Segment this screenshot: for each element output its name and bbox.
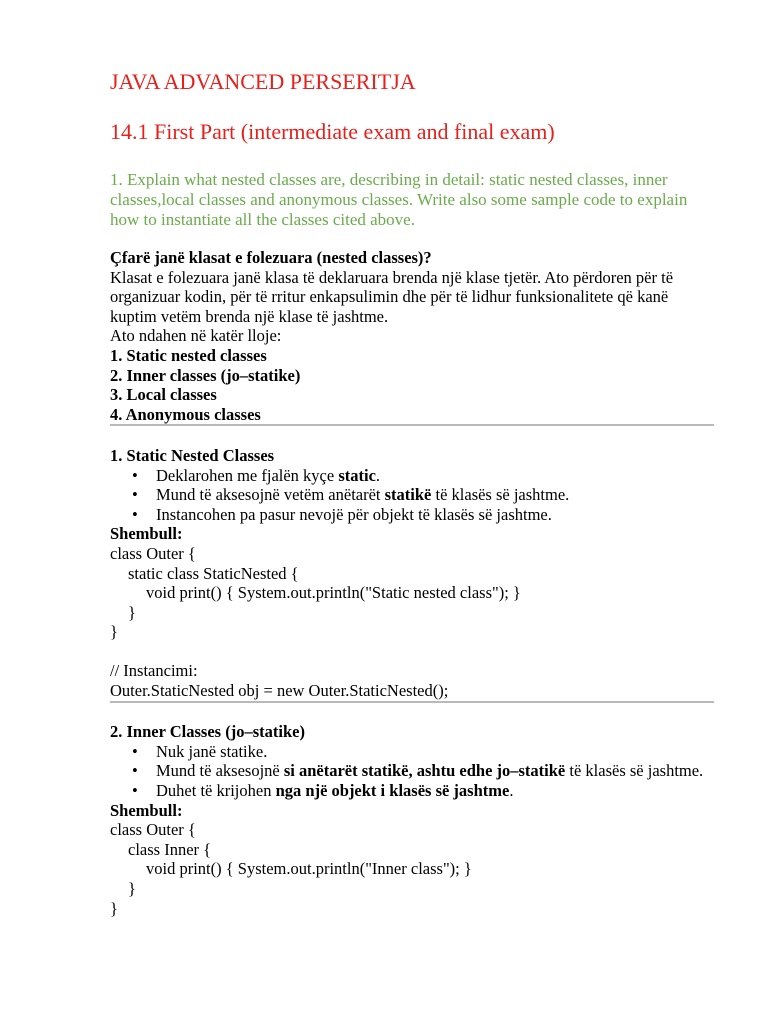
list-item: • Instancohen pa pasur nevojë për objekt të klasës së jashtme. bbox=[132, 504, 552, 524]
code-line: static class StaticNested { bbox=[128, 563, 299, 583]
code-line: } bbox=[110, 622, 118, 642]
answer-body bbox=[110, 248, 714, 918]
exam-question: 1. Explain what nested classes are, describing in detail: static nested classes, inner classes,local classes and anonymous classes. Write also some sample code to explain how to instantiate all the classes cited above. bbox=[110, 170, 688, 229]
code-line: class Outer { bbox=[110, 820, 196, 840]
example-label: Shembull: bbox=[110, 524, 183, 544]
types-intro: Ato ndahen në katër lloje: bbox=[110, 326, 282, 346]
list-item: • Nuk janë statike. bbox=[132, 741, 268, 761]
instantiation-comment: // Instancimi: bbox=[110, 661, 198, 681]
list-item: • Deklarohen me fjalën kyçe static. bbox=[132, 465, 381, 485]
type-item: 4. Anonymous classes bbox=[110, 404, 261, 424]
code-line: void print() { System.out.println("Inner class"); } bbox=[146, 859, 472, 879]
example-label: Shembull: bbox=[110, 800, 183, 820]
instantiation-code: Outer.StaticNested obj = new Outer.StaticNested(); bbox=[110, 681, 449, 701]
type-item: 1. Static nested classes bbox=[110, 345, 267, 365]
list-item: • Mund të aksesojnë vetëm anëtarët statikë të klasës së jashtme. bbox=[132, 485, 570, 505]
document-title: JAVA ADVANCED PERSERITJA bbox=[110, 69, 416, 94]
bullet-icon: • bbox=[132, 761, 138, 781]
bullet-icon: • bbox=[132, 504, 138, 524]
type-item: 2. Inner classes (jo–statike) bbox=[110, 365, 301, 385]
list-item: • Mund të aksesojnë si anëtarët statikë, ashtu edhe jo–statikë të klasës së jashtme. bbox=[132, 761, 704, 781]
static-nested-heading: 1. Static Nested Classes bbox=[110, 445, 275, 465]
bullet-icon: • bbox=[132, 741, 138, 761]
list-item: • Duhet të krijohen nga një objekt i klasës së jashtme. bbox=[132, 781, 514, 801]
section-title: 14.1 First Part (intermediate exam and final exam) bbox=[110, 119, 555, 144]
intro-heading: Çfarë janë klasat e folezuara (nested classes)? bbox=[110, 248, 432, 267]
inner-classes-heading: 2. Inner Classes (jo–statike) bbox=[110, 722, 305, 742]
code-line: } bbox=[128, 879, 136, 898]
bullet-icon: • bbox=[132, 465, 138, 485]
intro-paragraph: Klasat e folezuara janë klasa të deklaruara brenda një klase tjetër. Ato përdoren për të organizuar kodin, për të rritur enkapsulimin dhe për të lidhur funksionalitete që kanë kuptim vetëm brenda një klase të jashtme. bbox=[110, 267, 674, 326]
code-line: } bbox=[110, 898, 118, 918]
code-line: class Outer { bbox=[110, 543, 196, 563]
code-line: void print() { System.out.println("Static nested class"); } bbox=[146, 583, 521, 603]
bullet-icon: • bbox=[132, 781, 138, 801]
code-line: } bbox=[128, 602, 136, 622]
bullet-icon: • bbox=[132, 485, 138, 505]
code-line: class Inner { bbox=[128, 839, 212, 859]
type-item: 3. Local classes bbox=[110, 385, 217, 405]
